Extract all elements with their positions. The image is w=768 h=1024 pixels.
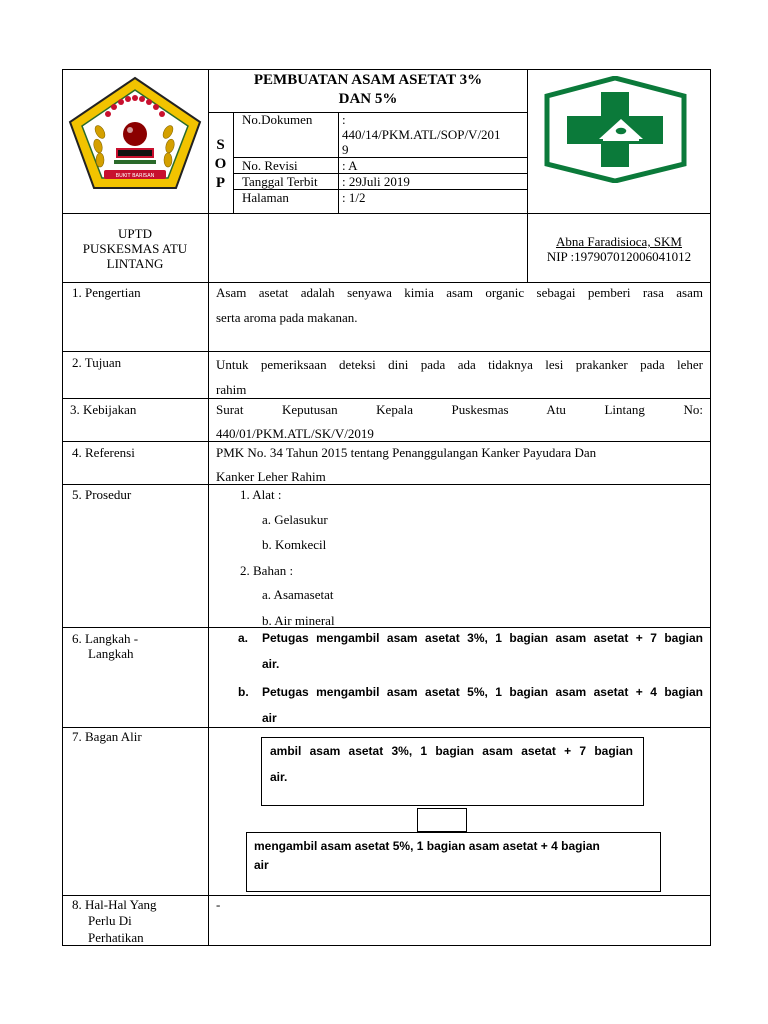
emblem-banner-text: BUKIT BARISAN (115, 173, 155, 179)
label-langkah-line1: 6. Langkah - (72, 631, 139, 646)
langkah-step-b-line2: air (262, 711, 277, 725)
row-line-6 (62, 727, 711, 728)
row-line-7 (62, 895, 711, 896)
label-tujuan: 2. Tujuan (72, 355, 122, 370)
prosedur-bahan-label: 2. Bahan : (240, 563, 294, 578)
row-line-2 (62, 398, 711, 399)
pengertian-text-line2: serta aroma pada makanan. (216, 310, 358, 325)
langkah-step-a-marker: a. (238, 631, 249, 645)
prosedur-alat-label: 1. Alat : (240, 487, 282, 502)
label-hal-hal-line1: 8. Hal-Hal Yang (72, 897, 157, 912)
row-line-1 (62, 351, 711, 352)
hal-hal-value: - (216, 897, 221, 912)
label-referensi: 4. Referensi (72, 445, 135, 460)
flowchart-box-1-line2: air. (270, 770, 288, 784)
label-hal-hal-line3: Perhatikan (88, 930, 144, 945)
prosedur-bahan-item: a. Asamasetat (262, 587, 334, 602)
flowchart-box-2-line2: air (254, 858, 269, 872)
institution-bottom (62, 282, 711, 283)
institution-line2: PUSKESMAS ATU (82, 241, 188, 256)
pengertian-text-line1: Asam asetat adalah senyawa kimia asam organic sebagai pemberi rasa asam (216, 285, 703, 300)
institution-line1: UPTD (118, 226, 152, 241)
border-top (62, 69, 711, 70)
langkah-step-b-marker: b. (238, 685, 249, 699)
meta-label-no-dokumen: No.Dokumen (242, 112, 313, 127)
prosedur-alat-item: b. Komkecil (262, 537, 327, 552)
meta-value-tanggal-terbit: : 29Juli 2019 (342, 174, 410, 189)
puskesmas-logo-icon (543, 76, 688, 183)
meta-label-no-revisi: No. Revisi (242, 158, 298, 173)
signer-name: Abna Faradisioca, SKM (555, 234, 682, 249)
label-prosedur: 5. Prosedur (72, 487, 132, 502)
sop-letter-s: S (216, 137, 225, 153)
border-left (62, 69, 63, 946)
divider-sop (233, 112, 234, 213)
langkah-step-b-line1: Petugas mengambil asam asetat 5%, 1 bagian asam asetat + 4 bagian (262, 685, 703, 699)
row-line-5 (62, 627, 711, 628)
prosedur-alat-item: a. Gelasukur (262, 512, 328, 527)
label-pengertian: 1. Pengertian (72, 285, 141, 300)
border-bottom (62, 945, 711, 946)
label-hal-hal-line2: Perlu Di (88, 913, 132, 928)
meta-value-halaman: : 1/2 (342, 190, 366, 205)
header-bottom (62, 213, 711, 214)
meta-label-halaman: Halaman (242, 190, 289, 205)
tujuan-text-line1: Untuk pemeriksaan deteksi dini pada ada tidaknya lesi prakanker pada leher (216, 357, 703, 372)
border-right (710, 69, 711, 946)
referensi-text-line1: PMK No. 34 Tahun 2015 tentang Penanggulangan Kanker Payudara Dan (216, 445, 597, 460)
row-line-4 (62, 484, 711, 485)
divider-logo-left (208, 69, 209, 945)
tujuan-text-line2: rahim (216, 382, 247, 397)
kebijakan-text-line1: Surat Keputusan Kepala Puskesmas Atu Lintang No: (216, 402, 703, 417)
label-langkah-line2: Langkah (88, 646, 134, 661)
referensi-text-line2: Kanker Leher Rahim (216, 469, 326, 484)
document-title-line1: PEMBUATAN ASAM ASETAT 3% (253, 72, 483, 88)
regency-emblem-icon (64, 74, 206, 196)
sop-letter-o: O (214, 156, 227, 172)
label-bagan-alir: 7. Bagan Alir (72, 729, 142, 744)
flowchart-box-1-line1: ambil asam asetat 3%, 1 bagian asam asetat + 7 bagian (270, 744, 633, 758)
divider-meta (338, 112, 339, 213)
label-kebijakan: 3. Kebijakan (70, 402, 137, 417)
sop-letter-p: P (215, 175, 226, 191)
langkah-step-a-line1: Petugas mengambil asam asetat 3%, 1 bagian asam asetat + 7 bagian (262, 631, 703, 645)
row-line-3 (62, 441, 711, 442)
meta-value-no-revisi: : A (342, 158, 358, 173)
flowchart-connector-box (417, 808, 467, 832)
institution-line3: LINTANG (106, 256, 164, 271)
signer-nip: NIP :197907012006041012 (546, 249, 692, 264)
meta-value-no-dokumen-end: 9 (342, 142, 349, 157)
prosedur-bahan-item: b. Air mineral (262, 613, 335, 628)
flowchart-box-2-line1: mengambil asam asetat 5%, 1 bagian asam asetat + 4 bagian (254, 839, 600, 853)
kebijakan-text-line2: 440/01/PKM.ATL/SK/V/2019 (216, 426, 374, 441)
langkah-step-a-line2: air. (262, 657, 280, 671)
meta-label-tanggal-terbit: Tanggal Terbit (242, 174, 318, 189)
meta-value-no-dokumen: 440/14/PKM.ATL/SOP/V/201 (342, 127, 501, 142)
meta-value-no-dokumen-colon: : (342, 112, 346, 127)
document-title-line2: DAN 5% (338, 91, 398, 107)
